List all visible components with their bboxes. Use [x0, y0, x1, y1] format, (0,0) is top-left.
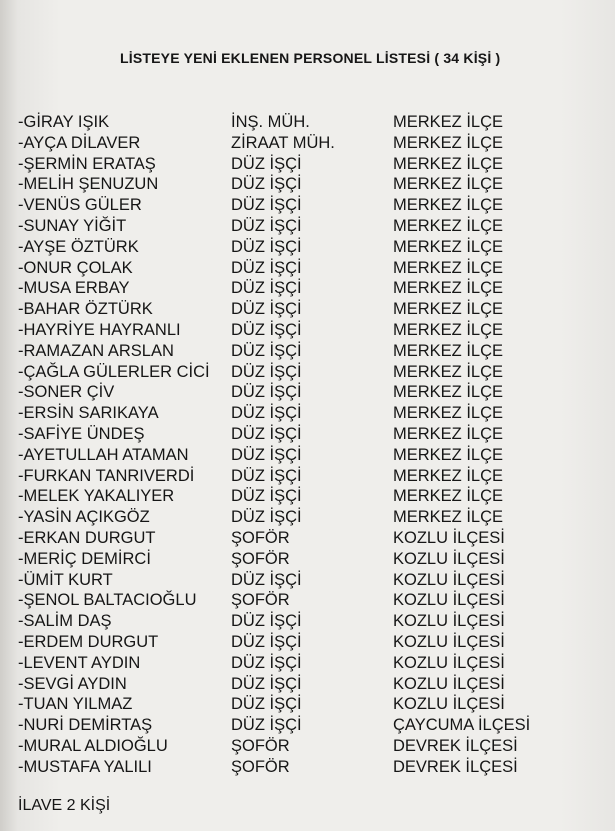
personnel-name: -MUSTAFA YALILI: [18, 757, 152, 776]
personnel-role: ŞOFÖR: [231, 736, 290, 755]
personnel-role: DÜZ İŞÇİ: [231, 258, 302, 277]
personnel-location: KOZLU İLÇESİ: [393, 695, 505, 714]
personnel-row: [18, 446, 615, 467]
personnel-name: -ÜMİT KURT: [18, 570, 113, 589]
personnel-location: MERKEZ İLÇE: [393, 320, 504, 339]
personnel-row: [18, 695, 615, 716]
personnel-row: [18, 404, 615, 425]
personnel-list: [18, 113, 615, 779]
personnel-row: [18, 633, 615, 654]
personnel-row: [18, 300, 615, 321]
personnel-role: DÜZ İŞÇİ: [231, 341, 302, 360]
personnel-name: -SONER ÇİV: [18, 383, 115, 402]
personnel-role: DÜZ İŞÇİ: [231, 445, 302, 464]
personnel-location: MERKEZ İLÇE: [393, 237, 504, 256]
personnel-role: DÜZ İŞÇİ: [231, 612, 302, 631]
personnel-row: [18, 363, 615, 384]
personnel-name: -MERİÇ DEMİRCİ: [18, 549, 151, 568]
personnel-location: KOZLU İLÇESİ: [393, 570, 505, 589]
personnel-role: DÜZ İŞÇİ: [231, 154, 302, 173]
personnel-row: [18, 238, 615, 259]
personnel-name: -ERDEM DURGUT: [18, 632, 159, 651]
personnel-name: -ONUR ÇOLAK: [18, 258, 133, 277]
personnel-role: DÜZ İŞÇİ: [231, 404, 302, 423]
personnel-location: MERKEZ İLÇE: [393, 445, 504, 464]
personnel-row: [18, 487, 615, 508]
personnel-location: KOZLU İLÇESİ: [393, 632, 505, 651]
personnel-role: ŞOFÖR: [231, 757, 290, 776]
personnel-role: DÜZ İŞÇİ: [231, 424, 302, 443]
personnel-row: [18, 196, 615, 217]
personnel-location: MERKEZ İLÇE: [393, 487, 504, 506]
personnel-row: [18, 134, 615, 155]
personnel-location: MERKEZ İLÇE: [393, 154, 504, 173]
personnel-location: KOZLU İLÇESİ: [393, 653, 505, 672]
personnel-location: DEVREK İLÇESİ: [393, 757, 518, 776]
personnel-name: -LEVENT AYDIN: [18, 653, 141, 672]
personnel-role: DÜZ İŞÇİ: [231, 216, 302, 235]
personnel-role: DÜZ İŞÇİ: [231, 716, 302, 735]
personnel-role: DÜZ İŞÇİ: [231, 466, 302, 485]
personnel-role: DÜZ İŞÇİ: [231, 196, 302, 215]
personnel-location: MERKEZ İLÇE: [393, 383, 504, 402]
personnel-location: KOZLU İLÇESİ: [393, 612, 505, 631]
personnel-role: ŞOFÖR: [231, 549, 290, 568]
personnel-location: MERKEZ İLÇE: [393, 424, 504, 443]
personnel-name: -HAYRİYE HAYRANLI: [18, 320, 181, 339]
personnel-role: DÜZ İŞÇİ: [231, 383, 302, 402]
personnel-name: -MUSA ERBAY: [18, 279, 130, 298]
personnel-row: [18, 321, 615, 342]
personnel-name: -RAMAZAN ARSLAN: [18, 341, 174, 360]
personnel-role: DÜZ İŞÇİ: [231, 570, 302, 589]
personnel-location: MERKEZ İLÇE: [393, 196, 504, 215]
personnel-row: [18, 654, 615, 675]
personnel-name: -YASİN AÇIKGÖZ: [18, 508, 150, 527]
personnel-location: ÇAYCUMA İLÇESİ: [393, 716, 531, 735]
personnel-role: DÜZ İŞÇİ: [231, 362, 302, 381]
personnel-name: -AYŞE ÖZTÜRK: [18, 237, 139, 256]
personnel-row: [18, 342, 615, 363]
personnel-row: [18, 591, 615, 612]
personnel-name: -ERKAN DURGUT: [18, 528, 156, 547]
personnel-role: İNŞ. MÜH.: [231, 113, 310, 131]
personnel-role: DÜZ İŞÇİ: [231, 695, 302, 714]
personnel-row: [18, 383, 615, 404]
personnel-row: [18, 550, 615, 571]
personnel-name: -ERSİN SARIKAYA: [18, 404, 159, 423]
personnel-row: [18, 571, 615, 592]
personnel-row: [18, 716, 615, 737]
personnel-location: MERKEZ İLÇE: [393, 216, 504, 235]
personnel-location: MERKEZ İLÇE: [393, 466, 504, 485]
personnel-location: KOZLU İLÇESİ: [393, 528, 505, 547]
personnel-location: KOZLU İLÇESİ: [393, 674, 505, 693]
personnel-row: [18, 425, 615, 446]
personnel-location: DEVREK İLÇESİ: [393, 736, 518, 755]
personnel-location: MERKEZ İLÇE: [393, 113, 504, 131]
personnel-row: [18, 175, 615, 196]
personnel-role: DÜZ İŞÇİ: [231, 279, 302, 298]
personnel-role: ŞOFÖR: [231, 528, 290, 547]
personnel-name: -SEVGİ AYDIN: [18, 674, 127, 693]
personnel-name: -ÇAĞLA GÜLERLER CİCİ: [18, 362, 210, 381]
personnel-location: MERKEZ İLÇE: [393, 362, 504, 381]
personnel-name: -SAFİYE ÜNDEŞ: [18, 424, 145, 443]
personnel-name: -MELİH ŞENUZUN: [18, 175, 159, 194]
personnel-row: [18, 113, 615, 134]
personnel-role: DÜZ İŞÇİ: [231, 632, 302, 651]
personnel-name: -NURİ DEMİRTAŞ: [18, 716, 153, 735]
personnel-name: -FURKAN TANRIVERDİ: [18, 466, 195, 485]
personnel-name: -VENÜS GÜLER: [18, 196, 142, 215]
personnel-name: -AYETULLAH ATAMAN: [18, 445, 189, 464]
personnel-role: ZİRAAT MÜH.: [231, 133, 335, 152]
personnel-role: DÜZ İŞÇİ: [231, 487, 302, 506]
personnel-role: DÜZ İŞÇİ: [231, 320, 302, 339]
personnel-row: [18, 259, 615, 280]
personnel-row: [18, 612, 615, 633]
footer-note: İLAVE 2 KİŞİ: [18, 797, 111, 814]
personnel-name: -ŞENOL BALTACIOĞLU: [18, 591, 197, 610]
personnel-role: DÜZ İŞÇİ: [231, 300, 302, 319]
personnel-row: [18, 508, 615, 529]
personnel-name: -SUNAY YİĞİT: [18, 216, 127, 235]
personnel-name: -TUAN YILMAZ: [18, 695, 133, 714]
personnel-role: DÜZ İŞÇİ: [231, 237, 302, 256]
personnel-row: [18, 529, 615, 550]
personnel-location: KOZLU İLÇESİ: [393, 591, 505, 610]
personnel-name: -SALİM DAŞ: [18, 612, 112, 631]
personnel-row: [18, 279, 615, 300]
personnel-role: DÜZ İŞÇİ: [231, 674, 302, 693]
personnel-name: -ŞERMİN ERATAŞ: [18, 154, 156, 173]
personnel-row: [18, 758, 615, 779]
personnel-role: DÜZ İŞÇİ: [231, 508, 302, 527]
personnel-location: MERKEZ İLÇE: [393, 404, 504, 423]
personnel-name: -AYÇA DİLAVER: [18, 133, 141, 152]
personnel-name: -MURAL ALDIOĞLU: [18, 736, 168, 755]
personnel-location: KOZLU İLÇESİ: [393, 549, 505, 568]
personnel-role: ŞOFÖR: [231, 591, 290, 610]
personnel-role: DÜZ İŞÇİ: [231, 175, 302, 194]
document-title: LİSTEYE YENİ EKLENEN PERSONEL LİSTESİ ( 34 KİŞİ ): [120, 50, 501, 66]
personnel-name: -GİRAY IŞIK: [18, 113, 110, 131]
personnel-row: [18, 675, 615, 696]
personnel-row: [18, 467, 615, 488]
personnel-location: MERKEZ İLÇE: [393, 258, 504, 277]
personnel-location: MERKEZ İLÇE: [393, 175, 504, 194]
personnel-row: [18, 155, 615, 176]
personnel-location: MERKEZ İLÇE: [393, 508, 504, 527]
personnel-name: -BAHAR ÖZTÜRK: [18, 300, 153, 319]
personnel-location: MERKEZ İLÇE: [393, 279, 504, 298]
personnel-role: DÜZ İŞÇİ: [231, 653, 302, 672]
personnel-location: MERKEZ İLÇE: [393, 300, 504, 319]
personnel-row: [18, 737, 615, 758]
personnel-location: MERKEZ İLÇE: [393, 341, 504, 360]
personnel-location: MERKEZ İLÇE: [393, 133, 504, 152]
personnel-name: -MELEK YAKALIYER: [18, 487, 175, 506]
personnel-row: [18, 217, 615, 238]
